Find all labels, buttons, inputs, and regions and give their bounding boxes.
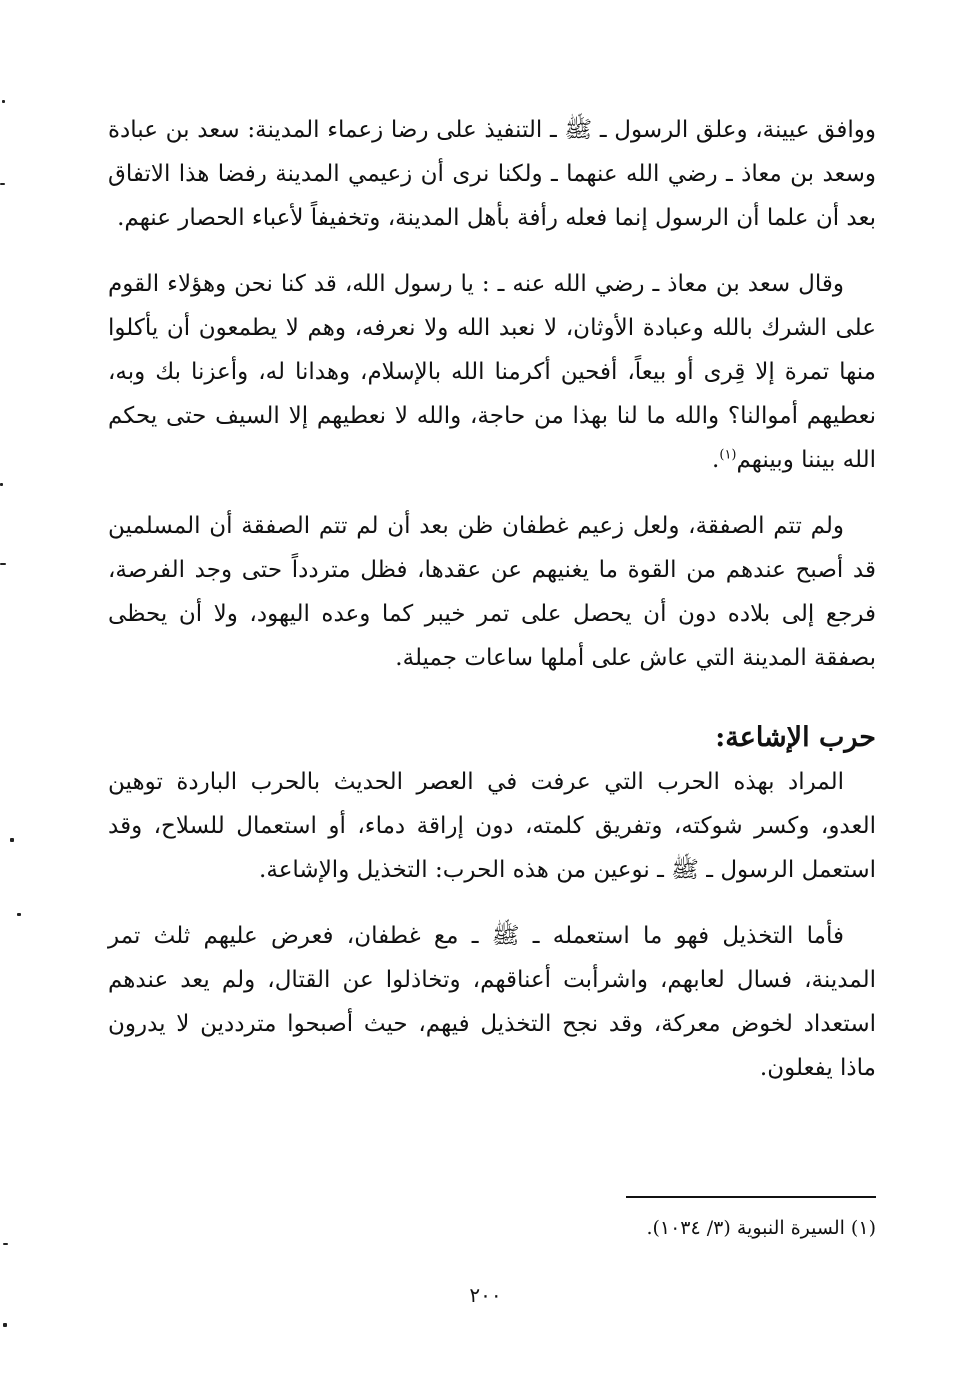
scan-speck [0,483,3,486]
scan-speck [3,1243,8,1245]
page-body [108,108,876,1112]
paragraph-2-text: وقال سعد بن معاذ ـ رضي الله عنه ـ : يا رسول الله، قد كنا نحن وهؤلاء القوم على الشرك بالله وعبادة الأوثان، لا نعبد الله ولا نعرفه، وهم لا يطمعون أن يأكلوا منها تمرة إلا قِرى أو بيعاً، أفحين أكرمنا الله بالإسلام، وهدانا له، وأعزنا بك وبه، نعطيهم أموالنا؟ والله ما لنا بهذا من حاجة، والله لا نعطيهم إلا السيف حتى يحكم الله بيننا وبينهم [108,271,876,473]
paragraph-1: ووافق عيينة، وعلق الرسول ـ ﷺ ـ التنفيذ على رضا زعماء المدينة: سعد بن عبادة وسعد بن معاذ ـ رضي الله عنهما ـ ولكنا نرى أن زعيمي المدينة رفضا هذا الاتفاق بعد أن علما أن الرسول إنما فعله رأفة بأهل المدينة، وتخفيفاً لأعباء الحصار عنهم. [108,117,876,231]
section-heading: حرب الإشاعة: [715,722,876,753]
paragraph-5: فأما التخذيل فهو ما استعمله ـ ﷺ ـ مع غطفان، فعرض عليهم ثلث تمر المدينة، فسال لعابهم، واشرأبت أعناقهم، وتخاذلوا عن القتال، ولم يعد عندهم استعداد لخوض معركة، وقد نجح التخذيل فيهم، حيث أصبحوا مترددين لا يدرون ماذا يفعلون. [108,923,876,1081]
scan-speck [3,1323,7,1327]
scan-speck [10,838,14,842]
paragraph-3: ولم تتم الصفقة، ولعل زعيم غطفان ظن بعد أن لم تتم الصفقة أن المسلمين قد أصبح عندهم من القوة ما يغنيهم عن عقدها، فظل متردداً حتى وجد الفرصة، فرجع إلى بلاده دون أن يحصل على تمر خيبر كما وعده اليهود، ولا أن يحظى بصفقة المدينة التي عاش على أملها ساعات جميلة. [108,513,876,671]
footnote-divider [626,1196,876,1198]
paragraph-2 [108,262,876,482]
paragraph-2-end: . [712,447,720,473]
scan-speck [0,183,5,185]
page-number: ٢٠٠ [469,1283,502,1307]
scan-speck [2,100,5,103]
scan-speck [17,913,21,916]
footnote: (١) السيرة النبوية (٣/ ١٠٣٤). [646,1217,876,1239]
paragraph-4: المراد بهذه الحرب التي عرفت في العصر الحديث بالحرب الباردة توهين العدو، وكسر شوكته، وتفريق كلمته، دون إراقة دماء، أو استعمال للسلاح، وقد استعمل الرسول ـ ﷺ ـ نوعين من هذه الحرب: التخذيل والإشاعة. [108,769,876,883]
footnote-reference: (١) [719,447,737,463]
scan-speck [0,563,6,565]
